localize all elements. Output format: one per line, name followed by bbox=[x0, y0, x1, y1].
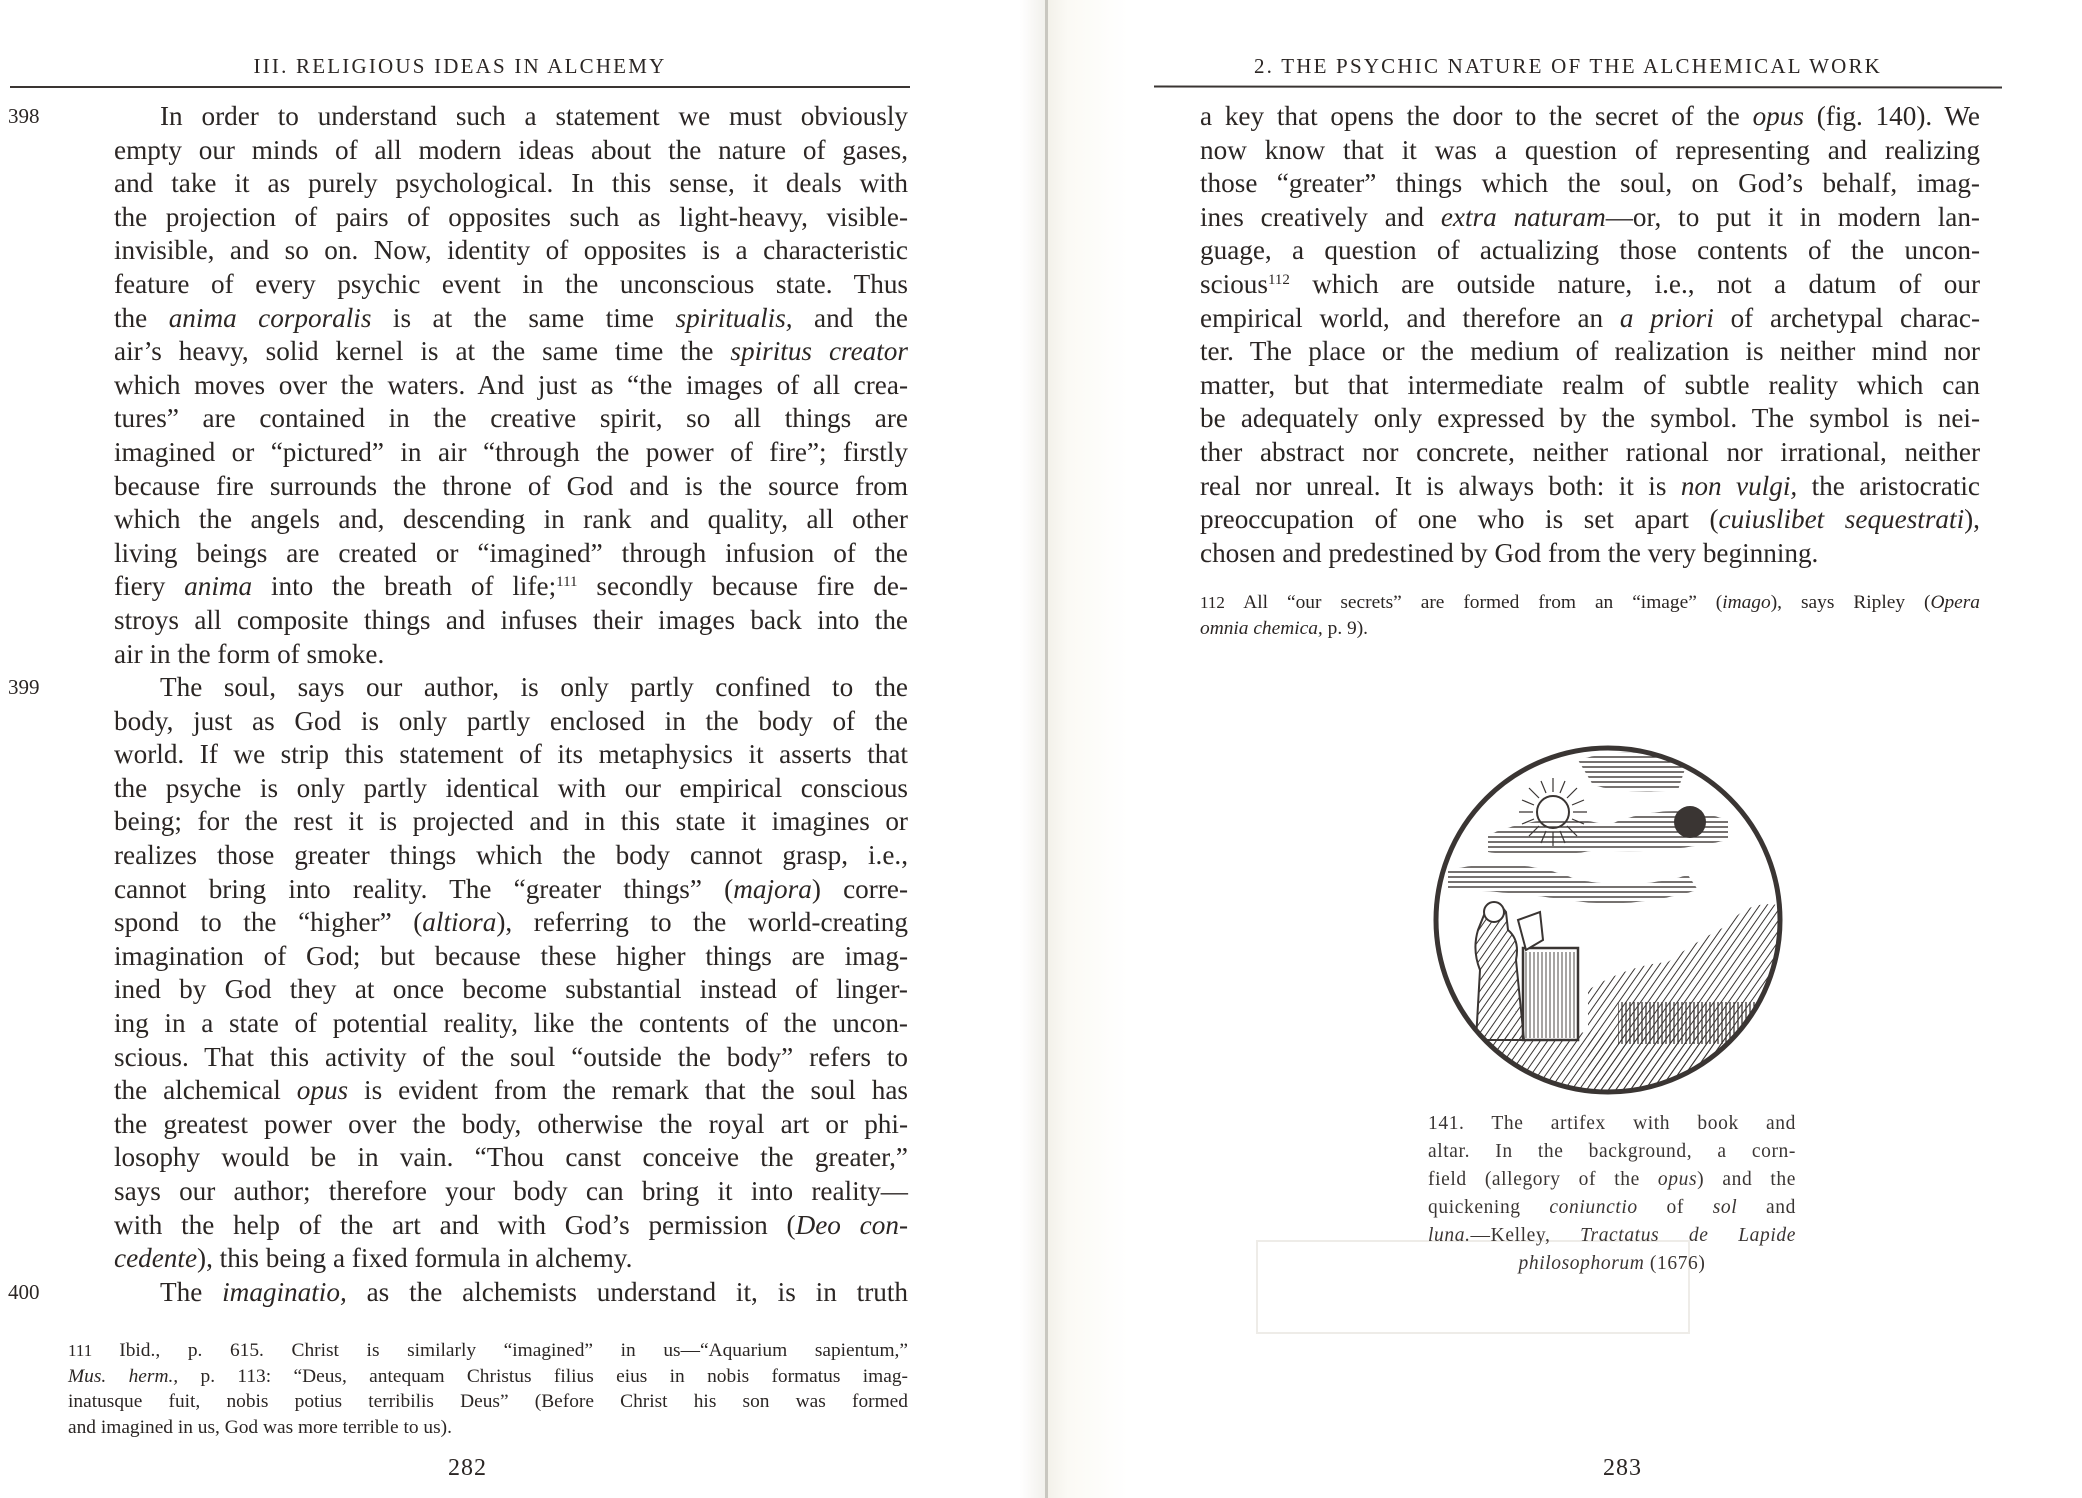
text-run: altar. In the background, a corn- bbox=[1428, 1141, 1796, 1162]
text-run: a key that opens the door to the secret of the bbox=[1200, 101, 1753, 131]
text-run: which moves over the waters. And just as “the images of all crea- bbox=[114, 369, 908, 400]
text-run: now know that it was a question of representing and realizing bbox=[1200, 134, 1980, 165]
text-line bbox=[1428, 1222, 1796, 1250]
text-line bbox=[68, 436, 908, 470]
footnote-reference[interactable]: 111 bbox=[556, 574, 578, 591]
text-line bbox=[1200, 134, 1980, 168]
italic-run: cedente bbox=[114, 1243, 198, 1274]
text-line bbox=[68, 1242, 908, 1276]
text-run: which the angels and, descending in rank and quality, all other bbox=[114, 504, 908, 535]
text-run: invisible, and so on. Now, identity of opposites is a characteristic bbox=[114, 235, 908, 266]
paragraph-number: 399 bbox=[8, 675, 40, 700]
text-line bbox=[68, 1415, 908, 1441]
text-run: and bbox=[1737, 1197, 1796, 1218]
italic-run: non vulgi, bbox=[1680, 470, 1798, 501]
text-run: and imagined in us, God was more terrible to us). bbox=[68, 1416, 452, 1438]
text-line bbox=[68, 1338, 908, 1364]
header-rule bbox=[1154, 86, 2002, 89]
text-run: the alchemical bbox=[114, 1075, 297, 1106]
italic-run: omnia chemica, bbox=[1200, 617, 1323, 639]
text-line bbox=[68, 839, 908, 873]
italic-run: luna. bbox=[1428, 1225, 1471, 1246]
text-line bbox=[1200, 201, 1980, 235]
page-number: 283 bbox=[1603, 1455, 1642, 1481]
text-line bbox=[68, 201, 908, 235]
text-line bbox=[68, 604, 908, 638]
text-run: scious. That this activity of the soul “outside the body” refers to bbox=[114, 1041, 908, 1072]
text-run: quickening bbox=[1428, 1197, 1550, 1218]
text-run: p. 9). bbox=[1322, 617, 1369, 639]
figure-caption bbox=[1428, 1110, 1796, 1278]
text-line bbox=[68, 805, 908, 839]
text-run: Ibid., p. 615. Christ is similarly “imagined” in us—“Aquarium sapientum,” bbox=[119, 1340, 908, 1361]
right-page bbox=[1048, 0, 2082, 1498]
footnote-111 bbox=[68, 1338, 908, 1440]
text-line bbox=[68, 1209, 908, 1243]
text-run: ined by God they at once become substantial instead of linger- bbox=[114, 974, 908, 1005]
text-run: living beings are created or “imagined” through infusion of the bbox=[114, 537, 908, 568]
text-line bbox=[68, 1141, 908, 1175]
text-line bbox=[68, 1074, 908, 1108]
footnote-112 bbox=[1200, 590, 1980, 641]
text-run: empty our minds of all modern ideas about the nature of gases, bbox=[114, 134, 908, 165]
text-line bbox=[68, 1041, 908, 1075]
text-run: scious bbox=[1200, 268, 1268, 299]
running-head: 2. THE PSYCHIC NATURE OF THE ALCHEMICAL WORK bbox=[1253, 54, 1883, 78]
text-run: The bbox=[160, 1276, 223, 1307]
text-run: —or, to put it in modern lan- bbox=[1605, 201, 1980, 232]
text-line bbox=[68, 1276, 908, 1310]
footnote-reference[interactable]: 112 bbox=[1267, 271, 1290, 288]
text-line bbox=[68, 537, 908, 571]
text-line bbox=[1200, 302, 1980, 336]
text-run: and take it as purely psychological. In this sense, it deals with bbox=[114, 168, 908, 199]
text-run: realizes those greater things which the body cannot grasp, i.e., bbox=[114, 840, 908, 871]
text-run: those “greater” things which the soul, on God’s behalf, imag- bbox=[1200, 168, 1980, 199]
text-line bbox=[68, 1389, 908, 1415]
italic-run: anima bbox=[184, 571, 253, 602]
text-line bbox=[68, 302, 908, 336]
text-line bbox=[1200, 234, 1980, 268]
italic-run: opus bbox=[296, 1075, 349, 1106]
text-run: —Kelley, bbox=[1470, 1225, 1581, 1246]
text-run: ) corre- bbox=[811, 873, 909, 904]
text-run: which are outside nature, i.e., not a datum of our bbox=[1289, 268, 1980, 299]
text-line bbox=[1428, 1110, 1796, 1138]
text-run: body, just as God is only partly enclosed in the body of the bbox=[114, 705, 908, 736]
text-line bbox=[1200, 616, 1980, 642]
text-run: stroys all composite things and infuses their images back into the bbox=[114, 604, 908, 635]
italic-run: imago bbox=[1722, 592, 1771, 613]
text-run: because fire surrounds the throne of God and is the source from bbox=[114, 470, 908, 501]
text-line bbox=[1428, 1194, 1796, 1222]
gutter-shadow bbox=[1020, 0, 1048, 1498]
text-line bbox=[1200, 167, 1980, 201]
text-run: air’s heavy, solid kernel is at the same time the bbox=[114, 336, 731, 367]
italic-run: altiora bbox=[422, 907, 497, 938]
text-line bbox=[68, 906, 908, 940]
text-line bbox=[68, 167, 908, 201]
text-run: the projection of pairs of opposites such as light-heavy, visible- bbox=[114, 201, 908, 232]
text-run: be adequately only expressed by the symbol. The symbol is nei- bbox=[1200, 403, 1980, 434]
moon-icon bbox=[1674, 806, 1706, 838]
italic-run: majora bbox=[733, 873, 812, 904]
text-line bbox=[68, 772, 908, 806]
text-run: ter. The place or the medium of realization is neither mind nor bbox=[1200, 336, 1980, 367]
italic-run: philosophorum bbox=[1518, 1253, 1645, 1274]
text-run: imagination of God; but because these higher things are imag- bbox=[114, 940, 908, 971]
text-run: fiery bbox=[114, 571, 185, 602]
italic-run: Deo con- bbox=[795, 1209, 908, 1240]
italic-run: Tractatus de Lapide bbox=[1580, 1225, 1796, 1246]
text-run: losophy would be in vain. “Thou canst conceive the greater,” bbox=[114, 1142, 908, 1173]
header-rule bbox=[10, 86, 910, 88]
text-line bbox=[68, 638, 908, 672]
text-line bbox=[1200, 590, 1980, 616]
text-run: secondly because fire de- bbox=[577, 571, 908, 602]
text-run: imagined or “pictured” in air “through the power of fire”; firstly bbox=[114, 436, 908, 467]
italic-run: spiritus creator bbox=[730, 336, 908, 367]
text-run: the greatest power over the body, otherwise the royal art or phi- bbox=[114, 1108, 908, 1139]
paragraph-399 bbox=[8, 671, 909, 1276]
text-run: ing in a state of potential reality, like the contents of the uncon- bbox=[114, 1008, 908, 1039]
paragraph-398 bbox=[8, 100, 909, 671]
italic-run: Opera bbox=[1930, 592, 1980, 613]
paragraph-400 bbox=[8, 1276, 908, 1310]
text-line bbox=[68, 1007, 908, 1041]
text-line bbox=[68, 134, 908, 168]
text-run: ), this being a fixed formula in alchemy. bbox=[197, 1243, 633, 1274]
text-line bbox=[68, 940, 908, 974]
text-line bbox=[68, 234, 908, 268]
text-line bbox=[68, 335, 908, 369]
text-run: The soul, says our author, is only partly confined to the bbox=[160, 672, 908, 703]
text-run: inatusque fuit, nobis potius terribilis Deus” (Before Christ his son was formed bbox=[68, 1391, 908, 1412]
body-text bbox=[8, 100, 909, 1309]
italic-run: imaginatio, bbox=[222, 1276, 347, 1307]
text-run: is evident from the remark that the soul has bbox=[348, 1075, 909, 1106]
text-run: of archetypal charac- bbox=[1713, 302, 1980, 333]
text-run: ), referring to the world-creating bbox=[496, 907, 908, 938]
body-text bbox=[1200, 100, 1980, 570]
text-line bbox=[1200, 470, 1980, 504]
text-run: of bbox=[1637, 1197, 1713, 1218]
text-line bbox=[1428, 1166, 1796, 1194]
text-line bbox=[1200, 369, 1980, 403]
text-line bbox=[1200, 503, 1980, 537]
italic-run: Mus. herm., bbox=[68, 1365, 179, 1387]
text-run: ines creatively and bbox=[1200, 201, 1441, 232]
text-line bbox=[68, 570, 908, 604]
text-line bbox=[68, 873, 908, 907]
italic-run: opus bbox=[1657, 1169, 1698, 1190]
text-line bbox=[68, 1364, 908, 1390]
page-number: 282 bbox=[448, 1455, 487, 1481]
text-line bbox=[68, 1108, 908, 1142]
text-run: into the breath of life; bbox=[252, 571, 557, 602]
text-run: 141. The artifex with book and bbox=[1428, 1113, 1796, 1134]
italic-run: cuiuslibet sequestrati bbox=[1718, 504, 1965, 535]
text-line bbox=[1200, 335, 1980, 369]
text-run: chosen and predestined by God from the very beginning. bbox=[1200, 537, 1819, 568]
text-line bbox=[68, 369, 908, 403]
text-line bbox=[68, 268, 908, 302]
text-run: tures” are contained in the creative spirit, so all things are bbox=[114, 403, 908, 434]
text-line bbox=[68, 973, 908, 1007]
text-run: matter, but that intermediate realm of subtle reality which can bbox=[1200, 369, 1980, 400]
text-run: ) and the bbox=[1697, 1169, 1797, 1190]
text-line bbox=[68, 671, 908, 705]
text-line bbox=[68, 705, 908, 739]
text-run: and the bbox=[792, 302, 909, 333]
footnote-label: 112 bbox=[1200, 593, 1244, 612]
text-line bbox=[1200, 537, 1980, 571]
italic-run: sol bbox=[1712, 1197, 1738, 1218]
text-run: preoccupation of one who is set apart ( bbox=[1200, 504, 1719, 535]
footnote-label: 111 bbox=[68, 1341, 120, 1360]
paragraph-continued bbox=[1200, 100, 1980, 570]
text-line bbox=[1200, 268, 1980, 302]
italic-run: a priori bbox=[1619, 302, 1714, 333]
text-line bbox=[68, 1175, 908, 1209]
paragraph-number: 400 bbox=[8, 1279, 40, 1304]
running-head: III. RELIGIOUS IDEAS IN ALCHEMY bbox=[253, 54, 667, 78]
text-run: ), says Ripley ( bbox=[1770, 592, 1931, 613]
italic-run: spiritualis, bbox=[675, 302, 793, 333]
text-line bbox=[1428, 1138, 1796, 1166]
text-line bbox=[68, 470, 908, 504]
italic-run: anima corporalis bbox=[168, 302, 372, 333]
text-run: the aristocratic bbox=[1797, 470, 1980, 501]
italic-run: coniunctio bbox=[1549, 1197, 1638, 1218]
text-run: world. If we strip this statement of its metaphysics it asserts that bbox=[114, 739, 908, 770]
text-line bbox=[1200, 436, 1980, 470]
text-line bbox=[68, 503, 908, 537]
text-run: field (allegory of the bbox=[1428, 1169, 1658, 1190]
text-line bbox=[68, 402, 908, 436]
text-run: is at the same time bbox=[371, 302, 676, 333]
text-run: as the alchemists understand it, is in truth bbox=[346, 1276, 908, 1307]
text-line bbox=[1200, 402, 1980, 436]
text-line bbox=[1200, 100, 1980, 134]
paragraph-number: 398 bbox=[8, 104, 40, 128]
text-run: being; for the rest it is projected and in this state it imagines or bbox=[114, 806, 908, 837]
text-run: cannot bring into reality. The “greater things” ( bbox=[114, 873, 734, 904]
text-run: air in the form of smoke. bbox=[114, 638, 385, 669]
text-run: ), bbox=[1964, 504, 1980, 535]
text-run: feature of every psychic event in the unconscious state. Thus bbox=[114, 268, 908, 299]
text-run: ther abstract nor concrete, neither rational nor irrational, neither bbox=[1200, 436, 1980, 467]
text-run: spond to the “higher” ( bbox=[114, 907, 423, 938]
text-run: the psyche is only partly identical with our empirical conscious bbox=[114, 772, 908, 803]
italic-run: extra naturam bbox=[1440, 201, 1606, 232]
text-line bbox=[1428, 1250, 1796, 1278]
text-run: (1676) bbox=[1644, 1253, 1706, 1274]
text-run: In order to understand such a statement we must obviously bbox=[160, 101, 908, 131]
italic-run: opus bbox=[1752, 101, 1804, 131]
text-run: guage, a question of actualizing those contents of the uncon- bbox=[1200, 235, 1980, 266]
text-run: says our author; therefore your body can bring it into reality— bbox=[114, 1176, 908, 1206]
woodcut-figure bbox=[1428, 740, 1788, 1100]
text-run: with the help of the art and with God’s permission ( bbox=[114, 1209, 796, 1240]
text-run: (fig. 140). We bbox=[1803, 101, 1980, 131]
text-line bbox=[68, 100, 908, 134]
text-run: real nor unreal. It is always both: it is bbox=[1200, 470, 1681, 501]
text-run: All “our secrets” are formed from an “image” ( bbox=[1243, 592, 1723, 613]
text-run: empirical world, and therefore an bbox=[1200, 302, 1620, 333]
text-run: p. 113: “Deus, antequam Christus filius eius in nobis formatus imag- bbox=[178, 1365, 908, 1387]
text-line bbox=[68, 738, 908, 772]
text-run: the bbox=[114, 302, 169, 333]
